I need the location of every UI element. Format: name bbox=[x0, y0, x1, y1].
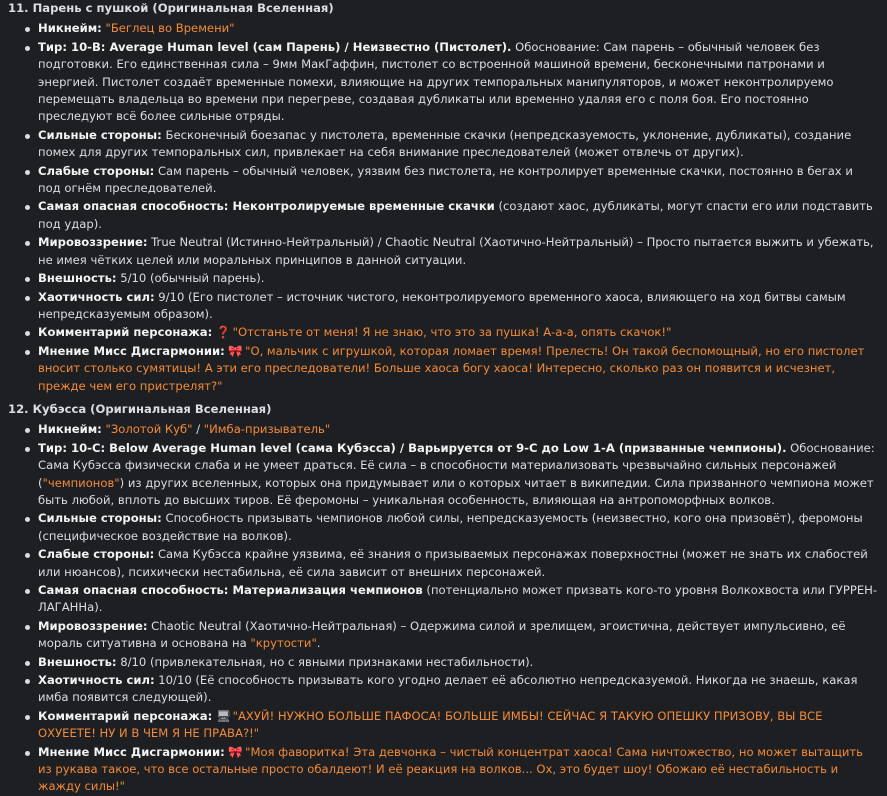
label-tier: Тир: 10-C: Below Average Human level (сама Кубэсса) / Варьируется от 9-C до Low 1-A (призванные чемпионы). bbox=[38, 440, 787, 455]
label-weaknesses: Слабые стороны: bbox=[38, 547, 155, 562]
list-item-dangerous-ability bbox=[38, 198, 879, 233]
list-item-strengths bbox=[38, 127, 879, 162]
list-item-alignment bbox=[38, 618, 879, 653]
label-chaos: Хаотичность сил: bbox=[38, 673, 155, 688]
appearance-text: 8/10 (привлекательная, но с явными признаками нестабильности). bbox=[116, 654, 534, 669]
appearance-text: 5/10 (обычный парень). bbox=[116, 271, 265, 286]
label-alignment: Мировоззрение: bbox=[38, 618, 148, 633]
ribbon-icon: 🎀 bbox=[228, 744, 243, 759]
label-comment: Комментарий персонажа: bbox=[38, 325, 213, 340]
weaknesses-text: Сам парень – обычный человек, уязвим без пистолета, не контролирует временные скачки, постоянно в бегах и под огнём преследователей. bbox=[38, 163, 853, 196]
list-item-chaos bbox=[38, 672, 879, 707]
list-item-miss-opinion bbox=[38, 744, 879, 796]
label-appearance: Внешность: bbox=[38, 654, 117, 669]
list-item-alignment bbox=[38, 234, 879, 269]
tier-text-2: ) из других вселенных, которых она придумывает или о которых читает в википедии. Сила призванного чемпиона может быть любой, вплоть до высших тиров. Её феромоны – уникальная особенность, влияющая на антропоморфных волков. bbox=[38, 475, 874, 507]
comment-text: "Отстаньте от меня! Я не знаю, что это за пушка! А-а-а, опять скачок!" bbox=[228, 325, 672, 340]
list-item-miss-opinion bbox=[38, 343, 879, 395]
nickname-value: "Золотой Куб" bbox=[105, 422, 193, 437]
list-item-weaknesses bbox=[38, 546, 879, 581]
list-item-tier bbox=[38, 440, 879, 510]
label-miss-opinion: Мнение Мисс Дисгармонии: bbox=[38, 343, 225, 358]
alignment-end: . bbox=[316, 636, 321, 651]
label-strengths: Сильные стороны: bbox=[38, 127, 162, 142]
label-dangerous-ability: Самая опасная способность: bbox=[38, 583, 229, 597]
list-item-tier bbox=[38, 39, 879, 126]
section-heading-cubessa: 12. Кубэсса (Оригинальная Вселенная) bbox=[8, 401, 272, 416]
ribbon-icon: 🎀 bbox=[228, 343, 243, 358]
list-item-nickname bbox=[38, 421, 879, 438]
section-heading-guy-with-gun: 11. Парень с пушкой (Оригинальная Вселенная) bbox=[8, 1, 334, 15]
miss-opinion-text: "О, мальчик с игрушкой, которая ломает время! Прелесть! Он такой беспомощный, но его пистолет вносит столько сумятицы! А эти его преследователи! Больше хаоса богу хаоса! Интересно, сколько раз он появится и исчезнет, прежде чем его пристрелят?" bbox=[38, 343, 865, 393]
dangerous-ability-text: (создают хаос, дубликаты, могут спасти его или подставить под удар). bbox=[38, 199, 873, 231]
dangerous-ability-name: Неконтролируемые временные скачки bbox=[228, 199, 495, 214]
computer-icon: 🖥 bbox=[215, 708, 231, 723]
label-miss-opinion: Мнение Мисс Дисгармонии: bbox=[38, 744, 225, 759]
tier-text: Обоснование: Сама Кубэсса физически слаба и не умеет драться. Её сила – в способности материализовать чрезвычайно сильных персонажей ( bbox=[38, 440, 875, 490]
dangerous-ability-name: Материализация чемпионов bbox=[228, 583, 423, 597]
chaos-text: 10/10 (Её способность призывать кого угодно делает её абсолютно непредсказуемой. Никогда не знаешь, какая имба появится следующей). bbox=[38, 673, 858, 705]
nickname-value-2: "Имба-призыватель" bbox=[203, 422, 331, 437]
section-list-guy-with-gun bbox=[8, 20, 879, 395]
strengths-text: Бесконечный боезапас у пистолета, временные скачки (непредсказуемость, уклонение, дубликаты), создание помех для других темпоральных сил, привлекает на себя внимание преследователей (может отвлечь от других). bbox=[38, 127, 852, 160]
list-item-comment bbox=[38, 708, 879, 743]
section-list-cubessa bbox=[8, 421, 879, 796]
list-item-nickname bbox=[38, 20, 879, 37]
list-item-dangerous-ability bbox=[38, 582, 879, 617]
nickname-value: "Беглец во Времени" bbox=[105, 21, 235, 36]
chaos-text: 9/10 (Его пистолет – источник чистого, неконтролируемого временного хаоса, влияющего на ход битвы самым непредсказуемым образом). bbox=[38, 289, 846, 321]
alignment-text: Chaotic Neutral (Хаотично-Нейтральная) – Одержима силой и зрелищем, эгоистична, действует импульсивно, её мораль ситуативна и основана на bbox=[38, 618, 846, 651]
dangerous-ability-text: (потенциально может призвать кого-то уровня Волкохвоста или ГУРРЕН-ЛАГАННа). bbox=[38, 583, 878, 615]
label-chaos: Хаотичность сил: bbox=[38, 289, 155, 304]
question-mark-icon: ❓ bbox=[215, 325, 231, 340]
label-alignment: Мировоззрение: bbox=[38, 235, 148, 250]
label-weaknesses: Слабые стороны: bbox=[38, 163, 155, 178]
label-dangerous-ability: Самая опасная способность: bbox=[38, 199, 229, 214]
miss-opinion-text: "Моя фаворитка! Эта девчонка – чистый концентрат хаоса! Сама ничтожество, но может вытащить из рукава такое, что все остальные просто обалдеют! И её реакция на волков... Ох, это будет шоу! Обожаю её нестабильность и жажду силы!" bbox=[38, 744, 863, 794]
nickname-separator: / bbox=[192, 422, 204, 437]
label-tier: Тир: 10-B: Average Human level (сам Парень) / Неизвестно (Пистолет). bbox=[38, 39, 512, 54]
label-nickname: Никнейм: bbox=[38, 422, 102, 437]
tier-champions-term: "чемпионов" bbox=[42, 475, 120, 490]
comment-text: "АХУЙ! НУЖНО БОЛЬШЕ ПАФОСА! БОЛЬШЕ ИМБЫ! СЕЙЧАС Я ТАКУЮ ОПЕШКУ ПРИЗОВУ, ВЫ ВСЕ ОХУЕЕТЕ! НУ И В ЧЕМ Я НЕ ПРАВА?!" bbox=[38, 708, 823, 741]
label-comment: Комментарий персонажа: bbox=[38, 708, 213, 723]
label-strengths: Сильные стороны: bbox=[38, 511, 162, 526]
list-item-weaknesses bbox=[38, 163, 879, 198]
list-item-comment bbox=[38, 324, 879, 341]
list-item-appearance bbox=[38, 270, 879, 287]
strengths-text: Способность призывать чемпионов любой силы, непредсказуемость (неизвестно, кого она призовёт), феромоны (специфическое воздействие на волков). bbox=[38, 511, 863, 543]
label-appearance: Внешность: bbox=[38, 271, 117, 286]
label-nickname: Никнейм: bbox=[38, 21, 102, 36]
list-item-strengths bbox=[38, 510, 879, 545]
alignment-text: True Neutral (Истинно-Нейтральный) / Chaotic Neutral (Хаотично-Нейтральный) – Просто пытается выжить и убежать, не имея чётких целей или моральных принципов в данной ситуации. bbox=[38, 235, 874, 267]
alignment-coolness-term: "крутости" bbox=[250, 636, 317, 651]
list-item-chaos bbox=[38, 289, 879, 324]
weaknesses-text: Сама Кубэсса крайне уязвима, её знания о призываемых персонажах поверхностны (может не знать их слабостей или нюансов), психически нестабильна, её сила зависит от внешних персонажей. bbox=[38, 547, 868, 579]
list-item-appearance bbox=[38, 654, 879, 671]
tier-text: Обоснование: Сам парень – обычный человек без подготовки. Его единственная сила – 9мм МакГаффин, пистолет со встроенной машиной времени, бесконечными патронами и энергией. Пистолет создаёт временные помехи, влияющие на других темпоральных манипуляторов, и может неконтролируемо перемещать владельца во времени при перегреве, создавая дубликаты или временно удаляя его с поля боя. Его постоянно преследуют всё более сильные отряды. bbox=[38, 39, 834, 124]
